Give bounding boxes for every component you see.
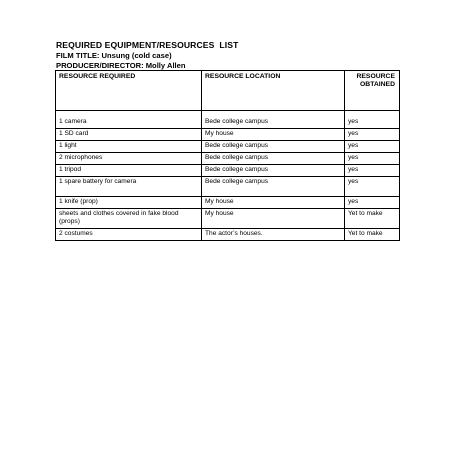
table-row (56, 229, 400, 241)
cell-resource: 2 costumes (56, 229, 202, 241)
cell-resource: 2 microphones (56, 153, 202, 165)
cell-location: The actor’s houses. (202, 229, 345, 241)
cell-obtained: yes (345, 177, 400, 197)
header-resource-obtained: RESOURCE OBTAINED (345, 71, 400, 111)
cell-obtained: yes (345, 129, 400, 141)
cell-location: My house (202, 197, 345, 209)
cell-obtained: yes (345, 111, 400, 129)
header-resource-required: RESOURCE REQUIRED (56, 71, 202, 111)
table-row (56, 111, 400, 129)
cell-obtained: yes (345, 165, 400, 177)
table-row (56, 165, 400, 177)
cell-location: Bede college campus (202, 177, 345, 197)
table-row (56, 209, 400, 229)
cell-obtained: yes (345, 197, 400, 209)
cell-location: My house (202, 129, 345, 141)
cell-location: My house (202, 209, 345, 229)
cell-resource: sheets and clothes covered in fake blood (props) (56, 209, 202, 229)
header-resource-location: RESOURCE LOCATION (202, 71, 345, 111)
film-title: FILM TITLE: Unsung (cold case) (56, 50, 172, 60)
cell-resource: 1 spare battery for camera (56, 177, 202, 197)
table-row (56, 153, 400, 165)
cell-location: Bede college campus (202, 141, 345, 153)
document-heading (56, 40, 238, 72)
cell-obtained: Yet to make (345, 209, 400, 229)
cell-obtained: yes (345, 153, 400, 165)
resources-table (55, 70, 400, 241)
table-row (56, 129, 400, 141)
cell-obtained: Yet to make (345, 229, 400, 241)
cell-obtained: yes (345, 141, 400, 153)
cell-resource: 1 knife (prop) (56, 197, 202, 209)
cell-location: Bede college campus (202, 165, 345, 177)
table-row (56, 177, 400, 197)
cell-location: Bede college campus (202, 111, 345, 129)
table-header-row (56, 71, 400, 111)
table-row (56, 197, 400, 209)
table-row (56, 141, 400, 153)
cell-resource: 1 light (56, 141, 202, 153)
cell-resource: 1 camera (56, 111, 202, 129)
document-title: REQUIRED EQUIPMENT/RESOURCES LIST (56, 40, 239, 50)
cell-resource: 1 tripod (56, 165, 202, 177)
producer-director: PRODUCER/DIRECTOR: Molly Allen (56, 61, 186, 70)
cell-resource: 1 SD card (56, 129, 202, 141)
cell-location: Bede college campus (202, 153, 345, 165)
